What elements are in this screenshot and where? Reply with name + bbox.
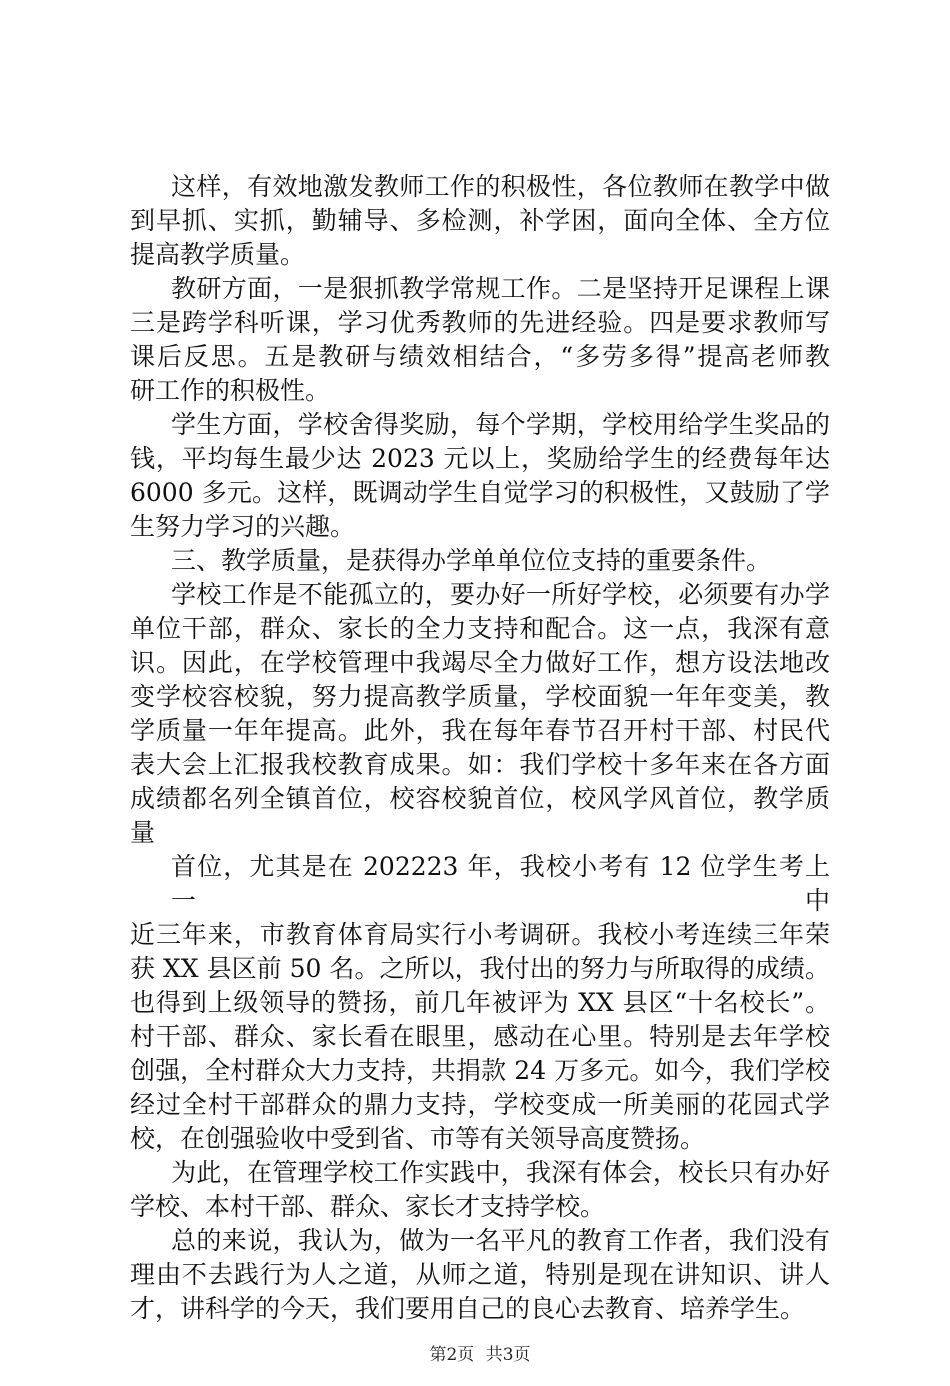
paragraph [130,272,830,408]
text-line: 变学校容校貌，努力提高教学质量，学校面貌一年年变美，教 [130,682,830,711]
text-line: 首位，尤其是在 202223 年，我校小考有 12 位学生考上一中 [171,852,830,915]
text-line: 获 XX 县区前 50 名。之所以，我付出的努力与所取得的成绩。 [130,954,830,983]
text-line: 创强，全村群众大力支持，共捐款 24 万多元。如今，我们学校 [130,1056,830,1085]
text-line: 教研方面，一是狠抓教学常规工作。二是坚持开足课程上课 [171,274,830,303]
text-line: 学质量一年年提高。此外，我在每年春节召开村干部、村民代 [130,716,830,745]
text-line: 学生方面，学校舍得奖励，每个学期，学校用给学生奖品的 [171,410,830,439]
text-line: 钱，平均每生最少达 2023 元以上，奖励给学生的经费每年达 [130,444,830,473]
text-line: 村干部、群众、家长看在眼里，感动在心里。特别是去年学校 [130,1022,830,1051]
text-line: 校，在创强验收中受到省、市等有关领导高度赞扬。 [130,1124,706,1153]
text-line: 三是跨学科听课，学习优秀教师的先进经验。四是要求教师写 [130,308,830,337]
text-line: 成绩都名列全镇首位，校容校貌首位，校风学风首位，教学质 [130,784,830,813]
text-line: 量 [130,818,156,847]
text-line: 识。因此，在学校管理中我竭尽全力做好工作，想方设法地改 [130,648,830,677]
paragraph [130,544,830,578]
text-line: 理由不去践行为人之道，从师之道，特别是现在讲知识、讲人 [130,1260,830,1289]
document-body [130,170,830,1326]
text-line: 研工作的积极性。 [130,376,331,405]
paragraph [130,1156,830,1224]
text-line: 到早抓、实抓，勤辅导、多检测，补学困，面向全体、全方位 [130,206,830,235]
text-line: 经过全村干部群众的鼎力支持，学校变成一所美丽的花园式学 [130,1090,830,1119]
paragraph [130,1224,830,1326]
paragraph [130,170,830,272]
text-line: 学校工作是不能孤立的，要办好一所好学校，必须要有办学 [171,580,830,609]
paragraph [130,850,830,1156]
text-line: 总的来说，我认为，做为一名平凡的教育工作者，我们没有 [171,1226,830,1255]
text-line: 为此，在管理学校工作实践中，我深有体会，校长只有办好 [171,1158,830,1187]
text-line: 三、教学质量，是获得办学单单位位支持的重要条件。 [171,546,772,575]
text-line: 也得到上级领导的赞扬，前几年被评为 XX 县区“十名校长”。 [130,988,830,1017]
text-line: 提高教学质量。 [130,240,306,269]
text-line: 才，讲科学的今天，我们要用自己的良心去教育、培养学生。 [130,1294,806,1323]
text-line: 6000 多元。这样，既调动学生自觉学习的积极性，又鼓励了学 [130,478,830,507]
page-total: 共3页 [485,1345,531,1365]
text-line: 近三年来，市教育体育局实行小考调研。我校小考连续三年荣 [130,920,830,949]
page-number: 第2页 [429,1345,475,1365]
text-line: 表大会上汇报我校教育成果。如：我们学校十多年来在各方面 [130,750,830,779]
text-line: 生努力学习的兴趣。 [130,512,356,541]
text-line: 课后反思。五是教研与绩效相结合，“多劳多得”提高老师教 [130,342,830,371]
page-footer [130,1344,830,1386]
text-line: 学校、本村干部、群众、家长才支持学校。 [130,1192,606,1221]
text-line: 单位干部，群众、家长的全力支持和配合。这一点，我深有意 [130,614,830,643]
paragraph [130,578,830,850]
paragraph [130,408,830,544]
text-line: 这样，有效地激发教师工作的积极性，各位教师在教学中做 [171,172,830,201]
